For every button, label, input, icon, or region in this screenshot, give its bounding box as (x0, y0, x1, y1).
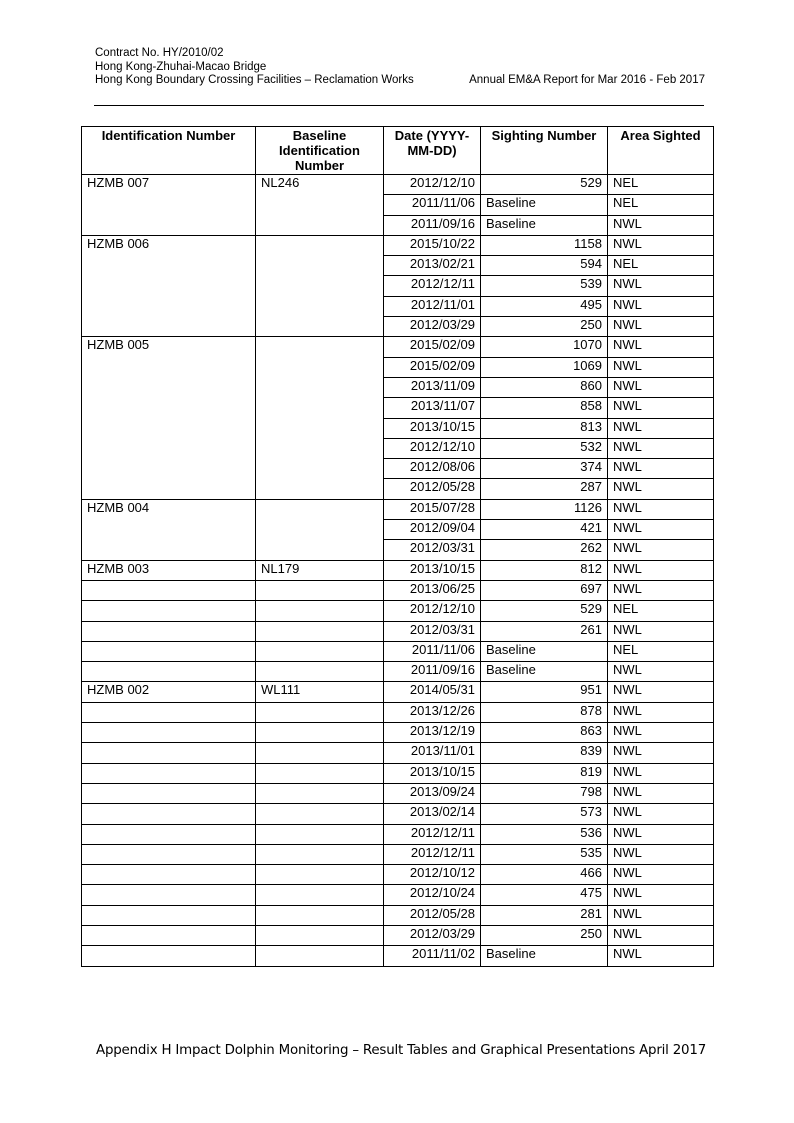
baseline-id (256, 946, 384, 966)
sighting-date: 2013/12/19 (384, 723, 481, 743)
baseline-id (256, 499, 384, 560)
baseline-id: NL179 (256, 560, 384, 580)
works-name: Hong Kong Boundary Crossing Facilities – Reclamation Works (95, 74, 414, 86)
table-row (82, 743, 714, 763)
table-row (82, 682, 714, 702)
baseline-id (256, 743, 384, 763)
area-sighted: NWL (608, 317, 714, 337)
area-sighted: NWL (608, 580, 714, 600)
report-name: Annual EM&A Report for Mar 2016 - Feb 2017 (469, 74, 705, 86)
sighting-date: 2013/06/25 (384, 580, 481, 600)
area-sighted: NWL (608, 946, 714, 966)
sighting-date: 2013/10/15 (384, 763, 481, 783)
sighting-date: 2012/10/12 (384, 865, 481, 885)
area-sighted: NEL (608, 195, 714, 215)
identification-number: HZMB 004 (82, 499, 256, 560)
area-sighted: NWL (608, 702, 714, 722)
sighting-number: 594 (481, 256, 608, 276)
sighting-number: 287 (481, 479, 608, 499)
baseline-id (256, 925, 384, 945)
baseline-id: NL246 (256, 175, 384, 236)
table-row (82, 175, 714, 195)
identification-number (82, 865, 256, 885)
baseline-id (256, 723, 384, 743)
sighting-date: 2012/03/29 (384, 925, 481, 945)
sighting-date: 2015/02/09 (384, 337, 481, 357)
area-sighted: NWL (608, 438, 714, 458)
sighting-date: 2012/05/28 (384, 905, 481, 925)
sighting-number: Baseline (481, 215, 608, 235)
sighting-date: 2011/09/16 (384, 662, 481, 682)
area-sighted: NWL (608, 621, 714, 641)
sighting-date: 2013/02/14 (384, 804, 481, 824)
area-sighted: NWL (608, 276, 714, 296)
area-sighted: NEL (608, 256, 714, 276)
baseline-id (256, 621, 384, 641)
sighting-number: 858 (481, 398, 608, 418)
sighting-date: 2012/12/11 (384, 824, 481, 844)
table-row (82, 925, 714, 945)
sighting-date: 2012/03/31 (384, 540, 481, 560)
identification-number: HZMB 002 (82, 682, 256, 702)
baseline-id (256, 885, 384, 905)
header-divider (94, 105, 704, 106)
identification-number (82, 743, 256, 763)
identification-number: HZMB 007 (82, 175, 256, 236)
sighting-date: 2013/11/07 (384, 398, 481, 418)
sighting-number: 261 (481, 621, 608, 641)
contract-number: Contract No. HY/2010/02 (95, 47, 224, 59)
sighting-number: 1069 (481, 357, 608, 377)
identification-number (82, 580, 256, 600)
sighting-number: 839 (481, 743, 608, 763)
sighting-number: 878 (481, 702, 608, 722)
identification-number (82, 621, 256, 641)
area-sighted: NWL (608, 743, 714, 763)
identification-number (82, 885, 256, 905)
column-header: Identification Number (82, 127, 256, 175)
table-row (82, 783, 714, 803)
sighting-date: 2015/02/09 (384, 357, 481, 377)
sighting-number: 573 (481, 804, 608, 824)
area-sighted: NWL (608, 905, 714, 925)
area-sighted: NWL (608, 398, 714, 418)
sighting-date: 2012/12/11 (384, 276, 481, 296)
baseline-id (256, 763, 384, 783)
baseline-id (256, 601, 384, 621)
sighting-number: 262 (481, 540, 608, 560)
sighting-number: 536 (481, 824, 608, 844)
area-sighted: NWL (608, 459, 714, 479)
sighting-date: 2012/12/10 (384, 438, 481, 458)
baseline-id (256, 235, 384, 336)
area-sighted: NWL (608, 804, 714, 824)
table-row (82, 804, 714, 824)
sighting-number: 697 (481, 580, 608, 600)
sighting-date: 2013/10/15 (384, 418, 481, 438)
sighting-date: 2011/11/06 (384, 195, 481, 215)
sighting-number: 250 (481, 317, 608, 337)
sighting-number: 475 (481, 885, 608, 905)
table-row (82, 702, 714, 722)
identification-number: HZMB 006 (82, 235, 256, 336)
identification-number (82, 925, 256, 945)
sighting-number: 1070 (481, 337, 608, 357)
table-row (82, 235, 714, 255)
sighting-number: 421 (481, 520, 608, 540)
sighting-number: 529 (481, 175, 608, 195)
baseline-id (256, 580, 384, 600)
sighting-date: 2012/03/29 (384, 317, 481, 337)
area-sighted: NWL (608, 662, 714, 682)
sightings-table (81, 126, 714, 967)
sighting-number: 860 (481, 377, 608, 397)
sighting-number: Baseline (481, 946, 608, 966)
area-sighted: NWL (608, 215, 714, 235)
area-sighted: NWL (608, 824, 714, 844)
sighting-number: 281 (481, 905, 608, 925)
sighting-number: 813 (481, 418, 608, 438)
area-sighted: NWL (608, 885, 714, 905)
baseline-id (256, 641, 384, 661)
baseline-id (256, 337, 384, 499)
identification-number (82, 763, 256, 783)
page-footer: Appendix H Impact Dolphin Monitoring – Result Tables and Graphical Presentations April 2017 (96, 1043, 707, 1058)
table-row (82, 885, 714, 905)
sighting-date: 2012/11/01 (384, 296, 481, 316)
column-header: Date (YYYY-MM-DD) (384, 127, 481, 175)
column-header: Area Sighted (608, 127, 714, 175)
identification-number (82, 804, 256, 824)
baseline-id (256, 783, 384, 803)
sighting-date: 2012/09/04 (384, 520, 481, 540)
sighting-date: 2013/10/15 (384, 560, 481, 580)
sighting-date: 2013/12/26 (384, 702, 481, 722)
sighting-number: Baseline (481, 662, 608, 682)
table-row (82, 905, 714, 925)
area-sighted: NWL (608, 479, 714, 499)
table-row (82, 662, 714, 682)
area-sighted: NWL (608, 682, 714, 702)
identification-number: HZMB 005 (82, 337, 256, 499)
table-row (82, 946, 714, 966)
area-sighted: NWL (608, 723, 714, 743)
area-sighted: NWL (608, 844, 714, 864)
area-sighted: NWL (608, 499, 714, 519)
identification-number (82, 662, 256, 682)
area-sighted: NWL (608, 540, 714, 560)
area-sighted: NWL (608, 296, 714, 316)
sighting-number: 535 (481, 844, 608, 864)
column-header: Sighting Number (481, 127, 608, 175)
identification-number (82, 601, 256, 621)
table-body (82, 175, 714, 967)
area-sighted: NWL (608, 418, 714, 438)
sighting-number: 1126 (481, 499, 608, 519)
identification-number (82, 824, 256, 844)
sighting-number: 466 (481, 865, 608, 885)
sighting-number: 374 (481, 459, 608, 479)
table-row (82, 844, 714, 864)
baseline-id (256, 905, 384, 925)
sighting-number: 951 (481, 682, 608, 702)
sighting-date: 2012/12/11 (384, 844, 481, 864)
sighting-date: 2012/10/24 (384, 885, 481, 905)
sighting-date: 2014/05/31 (384, 682, 481, 702)
table-header-row (82, 127, 714, 175)
baseline-id (256, 804, 384, 824)
area-sighted: NWL (608, 763, 714, 783)
area-sighted: NWL (608, 925, 714, 945)
baseline-id (256, 824, 384, 844)
identification-number (82, 783, 256, 803)
baseline-id (256, 865, 384, 885)
sighting-number: 539 (481, 276, 608, 296)
table-row (82, 337, 714, 357)
area-sighted: NWL (608, 235, 714, 255)
area-sighted: NWL (608, 357, 714, 377)
table-row (82, 641, 714, 661)
sighting-date: 2012/05/28 (384, 479, 481, 499)
sighting-number: 529 (481, 601, 608, 621)
sighting-date: 2013/11/01 (384, 743, 481, 763)
identification-number (82, 641, 256, 661)
sighting-number: Baseline (481, 641, 608, 661)
table-row (82, 499, 714, 519)
sighting-date: 2011/11/06 (384, 641, 481, 661)
sighting-number: 863 (481, 723, 608, 743)
table-row (82, 763, 714, 783)
baseline-id (256, 844, 384, 864)
project-name: Hong Kong-Zhuhai-Macao Bridge (95, 60, 267, 73)
baseline-id (256, 702, 384, 722)
identification-number (82, 905, 256, 925)
page-header (95, 47, 705, 88)
area-sighted: NWL (608, 865, 714, 885)
area-sighted: NWL (608, 783, 714, 803)
baseline-id: WL111 (256, 682, 384, 702)
table-row (82, 560, 714, 580)
identification-number (82, 946, 256, 966)
area-sighted: NEL (608, 601, 714, 621)
table-row (82, 580, 714, 600)
sighting-date: 2013/11/09 (384, 377, 481, 397)
table-row (82, 865, 714, 885)
sighting-date: 2015/07/28 (384, 499, 481, 519)
sighting-date: 2015/10/22 (384, 235, 481, 255)
identification-number (82, 723, 256, 743)
table-row (82, 621, 714, 641)
area-sighted: NWL (608, 520, 714, 540)
table-row (82, 601, 714, 621)
sighting-number: 495 (481, 296, 608, 316)
sighting-number: 1158 (481, 235, 608, 255)
area-sighted: NEL (608, 175, 714, 195)
area-sighted: NWL (608, 337, 714, 357)
sighting-date: 2012/12/10 (384, 601, 481, 621)
column-header: Baseline Identification Number (256, 127, 384, 175)
area-sighted: NWL (608, 377, 714, 397)
sighting-number: 798 (481, 783, 608, 803)
table-row (82, 723, 714, 743)
sighting-date: 2011/09/16 (384, 215, 481, 235)
sighting-number: Baseline (481, 195, 608, 215)
identification-number (82, 702, 256, 722)
identification-number: HZMB 003 (82, 560, 256, 580)
sighting-number: 250 (481, 925, 608, 945)
sighting-date: 2012/08/06 (384, 459, 481, 479)
sighting-date: 2013/09/24 (384, 783, 481, 803)
sighting-number: 532 (481, 438, 608, 458)
sighting-date: 2012/12/10 (384, 175, 481, 195)
sighting-date: 2011/11/02 (384, 946, 481, 966)
sighting-number: 819 (481, 763, 608, 783)
baseline-id (256, 662, 384, 682)
sighting-date: 2012/03/31 (384, 621, 481, 641)
identification-number (82, 844, 256, 864)
sighting-date: 2013/02/21 (384, 256, 481, 276)
area-sighted: NWL (608, 560, 714, 580)
area-sighted: NEL (608, 641, 714, 661)
table-row (82, 824, 714, 844)
header-row (95, 74, 705, 88)
sighting-number: 812 (481, 560, 608, 580)
